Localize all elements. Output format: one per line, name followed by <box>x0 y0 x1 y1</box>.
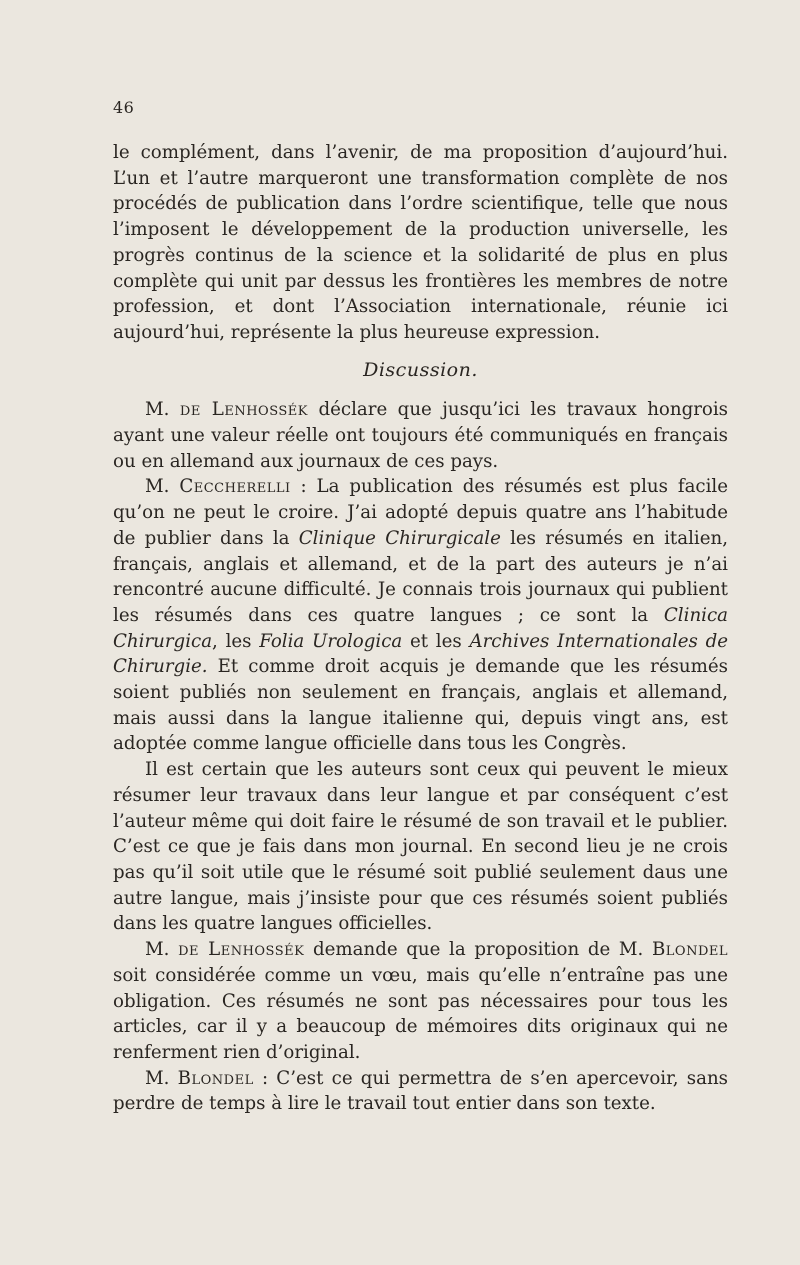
journal-title: Archives Internationales de Chirurgie. <box>113 630 728 678</box>
speaker-name: de Lenhossék <box>178 939 305 961</box>
page-number: 46 <box>113 98 135 117</box>
paragraph-ceccherelli-cont: Il est certain que les auteurs sont ceux qui peuvent le mieux résumer leur travaux dans leur langue et par conséquent c’est l’auteur même qui doit faire le résumé de son travail et le publier. C’est ce que je fais dans mon journal. En second lieu je ne crois pas qu’il soit utile que le résumé soit publié seulement daus une autre langue, mais j’insiste pour que ces résumés soient publiés dans les quatre langues officielles. <box>113 759 728 935</box>
journal-title: Folia Urologica <box>259 630 403 652</box>
paragraph-blondel: M. Blondel : C’est ce qui permettra de s’en apercevoir, sans perdre de temps à lire le travail tout entier dans son texte. <box>113 1067 729 1115</box>
paragraph-lenhossek-1: M. de Lenhossék déclare que jusqu’ici les travaux hongrois ayant une valeur réelle ont toujours été communiqués en français ou en allemand aux journaux de ces pays. <box>113 399 729 472</box>
speaker-name: Blondel <box>177 1067 254 1089</box>
journal-title: Clinique Chirurgicale <box>298 527 501 549</box>
paragraph-ceccherelli: M. Ceccherelli : La publication des résumés est plus facile qu’on ne peut le croire. J’ai adopté depuis quatre ans l’habitude de publier dans la Clinique Chirurgicale les résumés en italien, français, anglais et allemand, et de la part des auteurs je n’ai rencontré aucune difficulté. Je connais trois journaux qui publient les résumés dans ces quatre langues ; ce sont la Clinica Chirurgica, les Folia Urologica et les Archives Internationales de Chirurgie. Et comme droit acquis je demande que les résumés soient publiés non seulement en français, anglais et allemand, mais aussi dans la langue italienne qui, depuis vingt ans, est adoptée comme langue officielle dans tous les Congrès. <box>113 476 729 755</box>
section-heading: Discussion. <box>363 358 478 381</box>
speaker-name: Ceccherelli <box>179 476 291 498</box>
journal-title: Clinica Chirurgica <box>113 604 728 652</box>
speaker-name: de Lenhossék <box>179 399 309 421</box>
paragraph-lenhossek-2: M. de Lenhossék demande que la proposition de M. Blondel soit considérée comme un vœu, mais qu’elle n’entraîne pas une obligation. Ces résumés ne sont pas nécessaires pour tous les articles, car il y a beaucoup de mémoires dits originaux qui ne renferment rien d’original. <box>113 939 729 1063</box>
page-body <box>113 140 728 1117</box>
person-name: Blondel <box>651 939 729 961</box>
intro-paragraph: le complément, dans l’avenir, de ma proposition d’aujourd’hui. L’un et l’autre marqueront une transformation complète de nos procédés de publication dans l’ordre scientifique, telle que nous l’imposent le développement de la production universelle, les progrès continus de la science et la solidarité de plus en plus complète qui unit par dessus les frontières les membres de notre profession, et dont l’Association internationale, réunie ici aujourd’hui, représente la plus heureuse expression. <box>113 142 728 343</box>
